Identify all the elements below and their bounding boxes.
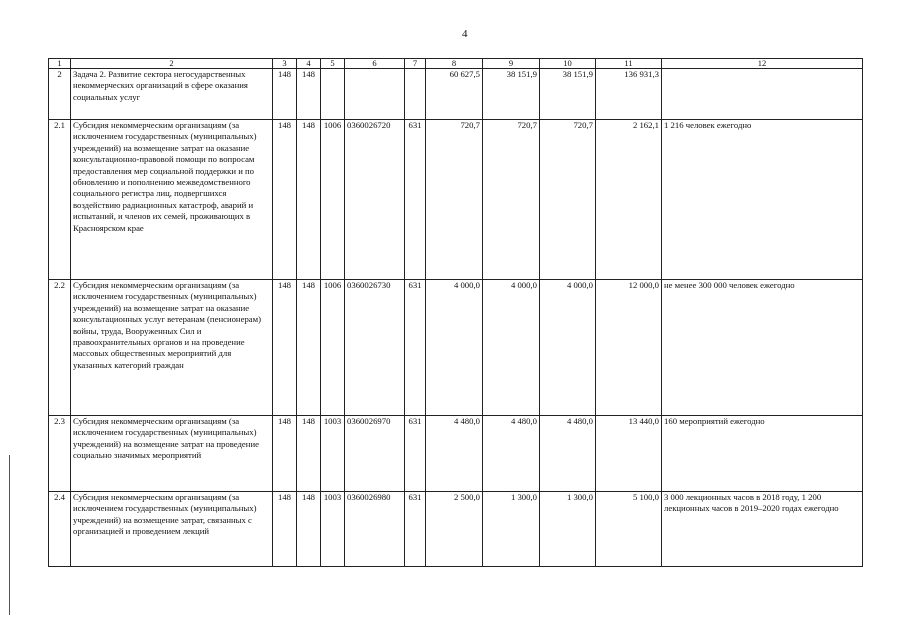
cell-col-4: 148: [297, 492, 321, 567]
cell-col-5: 1003: [321, 492, 345, 567]
cell-col-12: [662, 69, 863, 120]
cell-col-5: 1003: [321, 416, 345, 492]
cell-col-6: 0360026720: [345, 120, 405, 280]
cell-col-9: 38 151,9: [483, 69, 540, 120]
cell-col-3: 148: [273, 416, 297, 492]
cell-col-10: 1 300,0: [540, 492, 596, 567]
row-number: 2.1: [49, 120, 71, 280]
cell-col-7: 631: [405, 416, 426, 492]
row-name: Субсидия некоммерческим организациям (за исключением государственных (муниципальных) учреждений) на возмещение затрат на оказание консультационных услуг ветеранам (пенсионерам) войны, труда, Вооруженных Сил и правоохранительных органов и на проведение массовых общественных мероприятий для указанных категорий граждан: [71, 280, 273, 416]
column-header: 8: [426, 59, 483, 69]
table-row-2-1: [49, 120, 863, 280]
cell-col-10: 4 480,0: [540, 416, 596, 492]
column-header: 4: [297, 59, 321, 69]
cell-col-8: 4 480,0: [426, 416, 483, 492]
column-header: 2: [71, 59, 273, 69]
cell-col-9: 4 480,0: [483, 416, 540, 492]
table-row-task-2: [49, 69, 863, 120]
cell-col-12: 160 мероприятий ежегодно: [662, 416, 863, 492]
column-header: 5: [321, 59, 345, 69]
cell-col-11: 5 100,0: [596, 492, 662, 567]
cell-col-7: 631: [405, 280, 426, 416]
program-table: [48, 58, 863, 567]
row-name: Задача 2. Развитие сектора негосударственных некоммерческих организаций в сфере оказания социальных услуг: [71, 69, 273, 120]
row-number: 2.2: [49, 280, 71, 416]
row-name: Субсидия некоммерческим организациям (за исключением государственных (муниципальных) учреждений) на возмещение затрат на оказание консультационно-правовой помощи по вопросам предоставления мер социальной поддержки и по обновлению и пополнению межведомственного социального регистра лиц, подвергшихся воздействию радиационных катастроф, аварий и испытаний, и членов их семей, проживающих в Красноярском крае: [71, 120, 273, 280]
row-number: 2: [49, 69, 71, 120]
cell-col-11: 136 931,3: [596, 69, 662, 120]
cell-col-4: 148: [297, 120, 321, 280]
cell-col-6: [345, 69, 405, 120]
cell-col-9: 1 300,0: [483, 492, 540, 567]
table-row-2-2: [49, 280, 863, 416]
cell-col-8: 720,7: [426, 120, 483, 280]
cell-col-3: 148: [273, 69, 297, 120]
cell-col-5: [321, 69, 345, 120]
cell-col-6: 0360026730: [345, 280, 405, 416]
cell-col-9: 4 000,0: [483, 280, 540, 416]
cell-col-6: 0360026980: [345, 492, 405, 567]
column-header: 9: [483, 59, 540, 69]
cell-col-9: 720,7: [483, 120, 540, 280]
column-number-row: [49, 59, 863, 69]
row-name: Субсидия некоммерческим организациям (за исключением государственных (муниципальных) учреждений) на возмещение затрат на проведение социально значимых мероприятий: [71, 416, 273, 492]
column-header: 1: [49, 59, 71, 69]
column-header: 12: [662, 59, 863, 69]
cell-col-3: 148: [273, 280, 297, 416]
cell-col-8: 60 627,5: [426, 69, 483, 120]
cell-col-4: 148: [297, 280, 321, 416]
cell-col-12: 3 000 лекционных часов в 2018 году, 1 200 лекционных часов в 2019–2020 годах ежегодно: [662, 492, 863, 567]
row-number: 2.3: [49, 416, 71, 492]
cell-col-8: 4 000,0: [426, 280, 483, 416]
cell-col-10: 720,7: [540, 120, 596, 280]
cell-col-3: 148: [273, 120, 297, 280]
cell-col-12: 1 216 человек ежегодно: [662, 120, 863, 280]
cell-col-7: [405, 69, 426, 120]
cell-col-12: не менее 300 000 человек ежегодно: [662, 280, 863, 416]
cell-col-6: 0360026970: [345, 416, 405, 492]
cell-col-7: 631: [405, 492, 426, 567]
column-header: 11: [596, 59, 662, 69]
column-header: 7: [405, 59, 426, 69]
scan-margin-line: [9, 455, 10, 615]
cell-col-4: 148: [297, 416, 321, 492]
cell-col-5: 1006: [321, 280, 345, 416]
row-number: 2.4: [49, 492, 71, 567]
cell-col-7: 631: [405, 120, 426, 280]
column-header: 10: [540, 59, 596, 69]
page-number: 4: [462, 28, 468, 40]
cell-col-10: 4 000,0: [540, 280, 596, 416]
table-row-2-4: [49, 492, 863, 567]
cell-col-4: 148: [297, 69, 321, 120]
table-row-2-3: [49, 416, 863, 492]
cell-col-11: 12 000,0: [596, 280, 662, 416]
cell-col-10: 38 151,9: [540, 69, 596, 120]
column-header: 3: [273, 59, 297, 69]
cell-col-5: 1006: [321, 120, 345, 280]
cell-col-11: 13 440,0: [596, 416, 662, 492]
cell-col-3: 148: [273, 492, 297, 567]
row-name: Субсидия некоммерческим организациям (за исключением государственных (муниципальных) учреждений) на возмещение затрат, связанных с организацией и проведением лекций: [71, 492, 273, 567]
column-header: 6: [345, 59, 405, 69]
cell-col-11: 2 162,1: [596, 120, 662, 280]
cell-col-8: 2 500,0: [426, 492, 483, 567]
